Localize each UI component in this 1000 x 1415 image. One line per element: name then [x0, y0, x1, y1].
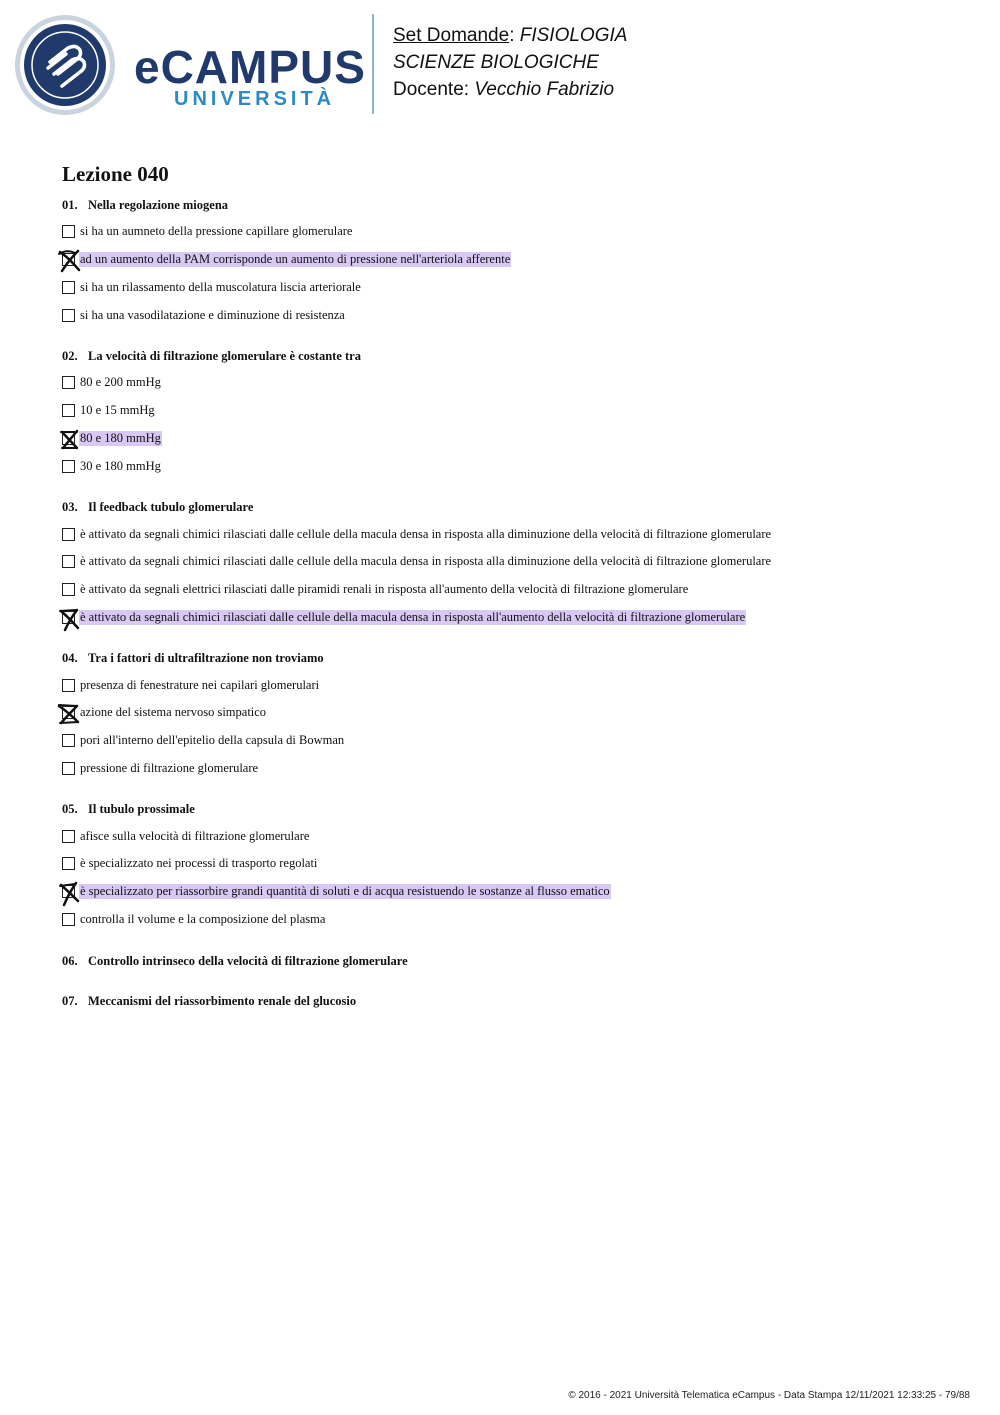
question-text: Il tubulo prossimale: [88, 802, 195, 816]
answer-option-selected[interactable]: [62, 882, 611, 900]
answer-option[interactable]: [62, 222, 353, 240]
question-07: [62, 994, 356, 1009]
answer-option[interactable]: [62, 676, 320, 694]
set-subject: FISIOLOGIA: [519, 25, 628, 46]
set-line: Set Domande: FISIOLOGIA: [393, 25, 628, 46]
answer-text: è attivato da segnali chimici rilasciati dalle cellule della macula densa in risposta all'aumento della velocità di filtrazione glomerulare: [80, 609, 746, 624]
page-footer: © 2016 - 2021 Università Telematica eCampus - Data Stampa 12/11/2021 12:33:25 - 79/88: [568, 1390, 970, 1401]
ecampus-logo: [14, 14, 364, 116]
checkbox[interactable]: [62, 281, 75, 294]
answer-option[interactable]: [62, 401, 156, 419]
question-01: [62, 198, 228, 213]
question-02: [62, 349, 361, 364]
checkbox[interactable]: [62, 913, 75, 926]
checkbox[interactable]: [62, 830, 75, 843]
answer-text: 80 e 180 mmHg: [80, 430, 161, 445]
answer-option[interactable]: [62, 759, 259, 777]
answer-option[interactable]: [62, 910, 326, 928]
answer-text: è specializzato per riassorbire grandi quantità di soluti e di acqua resistuendo le sostanze al flusso ematico: [80, 883, 610, 898]
answer-text: controlla il volume e la composizione del plasma: [80, 911, 326, 926]
checkbox-checked[interactable]: [62, 706, 75, 719]
question-number: 01.: [62, 198, 78, 212]
checkbox[interactable]: [62, 225, 75, 238]
answer-option-selected[interactable]: [62, 703, 267, 721]
header-divider: [372, 14, 374, 114]
answer-text: ad un aumento della PAM corrisponde un aumento di pressione nell'arteriola afferente: [80, 251, 511, 266]
hand-drawn-x-icon: [57, 701, 83, 727]
hand-drawn-x-icon: [57, 427, 83, 453]
checkbox-checked[interactable]: [62, 611, 75, 624]
hand-drawn-x-icon: [57, 248, 83, 274]
answer-option-selected[interactable]: [62, 429, 162, 447]
answer-text: 30 e 180 mmHg: [80, 458, 161, 473]
answer-option[interactable]: [62, 457, 162, 475]
answer-option[interactable]: [62, 731, 345, 749]
answer-text: è attivato da segnali chimici rilasciati dalle cellule della macula densa in risposta alla diminuzione della velocità di filtrazione glomerulare: [80, 553, 772, 568]
answer-option-selected[interactable]: [62, 250, 511, 268]
lesson-title: Lezione 040: [62, 162, 169, 186]
checkbox[interactable]: [62, 460, 75, 473]
answer-text: afisce sulla velocità di filtrazione glomerulare: [80, 828, 310, 843]
question-text: La velocità di filtrazione glomerulare è costante tra: [88, 349, 361, 363]
question-04: [62, 651, 324, 666]
set-label: Set Domande: [393, 25, 510, 46]
answer-option[interactable]: [62, 827, 310, 845]
checkbox[interactable]: [62, 309, 75, 322]
checkbox[interactable]: [62, 583, 75, 596]
checkbox[interactable]: [62, 404, 75, 417]
checkbox[interactable]: [62, 376, 75, 389]
question-number: 02.: [62, 349, 78, 363]
answer-option[interactable]: [62, 552, 772, 570]
question-03: [62, 500, 253, 515]
answer-text: 80 e 200 mmHg: [80, 374, 161, 389]
question-number: 05.: [62, 802, 78, 816]
answer-option[interactable]: [62, 525, 772, 543]
checkbox[interactable]: [62, 762, 75, 775]
question-text: Controllo intrinseco della velocità di filtrazione glomerulare: [88, 954, 408, 968]
answer-option[interactable]: [62, 278, 362, 296]
question-text: Meccanismi del riassorbimento renale del glucosio: [88, 994, 357, 1008]
answer-text: 10 e 15 mmHg: [80, 402, 155, 417]
checkbox[interactable]: [62, 734, 75, 747]
checkbox-checked[interactable]: [62, 885, 75, 898]
checkbox[interactable]: [62, 857, 75, 870]
answer-text: si ha un rilassamento della muscolatura liscia arteriorale: [80, 279, 361, 294]
brand-name: eCAMPUS: [134, 41, 366, 93]
answer-text: è attivato da segnali chimici rilasciati dalle cellule della macula densa in risposta alla diminuzione della velocità di filtrazione glomerulare: [80, 526, 772, 541]
answer-option[interactable]: [62, 580, 689, 598]
answer-text: si ha una vasodilatazione e diminuzione di resistenza: [80, 307, 345, 322]
question-text: Tra i fattori di ultrafiltrazione non troviamo: [88, 651, 324, 665]
question-text: Nella regolazione miogena: [88, 198, 229, 212]
ecampus-seal-icon: [14, 14, 116, 116]
question-text: Il feedback tubulo glomerulare: [88, 500, 254, 514]
question-number: 04.: [62, 651, 78, 665]
checkbox-checked[interactable]: [62, 253, 75, 266]
question-number: 06.: [62, 954, 78, 968]
brand-subtitle: UNIVERSITÀ: [174, 88, 336, 110]
teacher-name: Vecchio Fabrizio: [474, 79, 615, 100]
teacher-label: Docente:: [393, 79, 470, 100]
question-06: [62, 954, 408, 969]
teacher-line: [393, 76, 627, 103]
checkbox[interactable]: [62, 528, 75, 541]
answer-text: pori all'interno dell'epitelio della capsula di Bowman: [80, 732, 345, 747]
answer-option-selected[interactable]: [62, 608, 746, 626]
page-header: [0, 0, 1000, 130]
question-number: 03.: [62, 500, 78, 514]
hand-drawn-x-icon: [57, 880, 83, 906]
answer-option[interactable]: [62, 306, 346, 324]
set-info: [393, 22, 627, 103]
answer-option[interactable]: [62, 854, 318, 872]
checkbox[interactable]: [62, 679, 75, 692]
answer-text: presenza di fenestrature nei capilari glomerulari: [80, 677, 320, 692]
answer-option[interactable]: [62, 373, 162, 391]
question-05: [62, 802, 195, 817]
question-number: 07.: [62, 994, 78, 1008]
checkbox-checked[interactable]: [62, 432, 75, 445]
answer-text: pressione di filtrazione glomerulare: [80, 760, 259, 775]
answer-text: si ha un aumneto della pressione capillare glomerulare: [80, 223, 353, 238]
answer-text: è specializzato nei processi di trasporto regolati: [80, 855, 318, 870]
hand-drawn-x-icon: [57, 606, 83, 632]
checkbox[interactable]: [62, 555, 75, 568]
answer-text: è attivato da segnali elettrici rilasciati dalle piramidi renali in risposta all'aumento della velocità di filtrazione glomerulare: [80, 581, 689, 596]
answer-text: azione del sistema nervoso simpatico: [80, 704, 267, 719]
course-name: SCIENZE BIOLOGICHE: [393, 52, 599, 73]
